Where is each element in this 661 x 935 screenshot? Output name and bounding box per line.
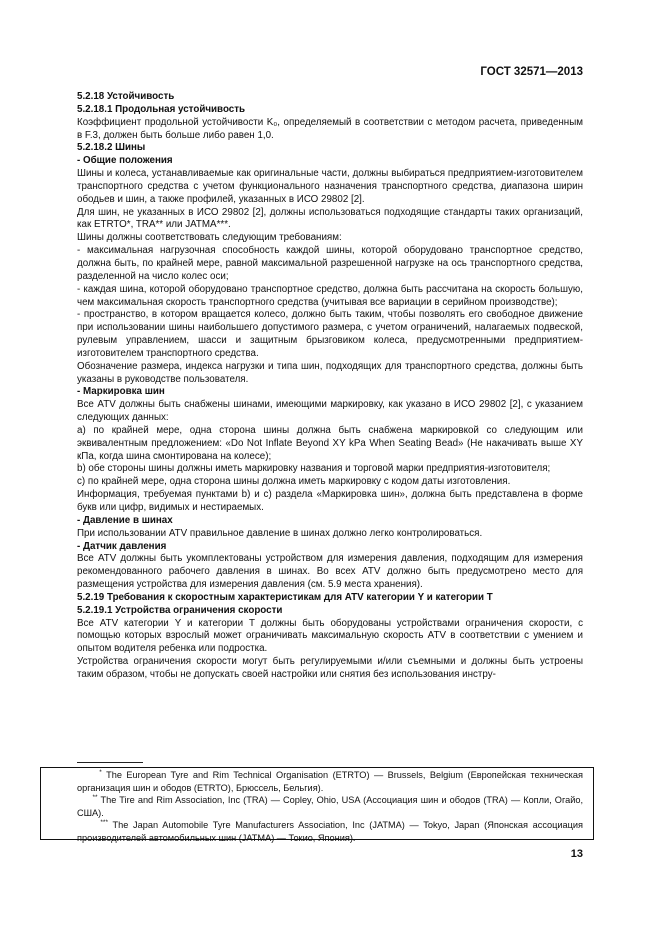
document-code: ГОСТ 32571—2013: [480, 66, 583, 78]
paragraph: Все ATV категории Y и категории T должны быть оборудованы устройствами ограничения скорости, с помощью которых взрослый может ограничивать максимальную скорость ATV в соответствии с умением и опытом водителя ребенка или подростка.: [77, 617, 583, 655]
footnote-text: The European Tyre and Rim Technical Organisation (ETRTO) — Brussels, Belgium (Европейская техническая организация шин и ободов (ETRTO), Брюссель, Бельгия).: [77, 770, 583, 793]
paragraph: - максимальная нагрузочная способность каждой шины, которой оборудовано транспортное средство, должна быть, по крайней мере, равной максимальной разрешенной нагрузке на ось транспортного средства, разделенной на число колес оси;: [77, 245, 583, 282]
section-heading: 5.2.19.1 Устройства ограничения скорости: [77, 604, 283, 616]
paragraph: Для шин, не указанных в ИСО 29802 [2], должны использоваться подходящие стандарты таких организаций, как ETRTO*, TRA** или JATMA***.: [77, 206, 583, 231]
footnote: [77, 819, 583, 844]
paragraph: - пространство, в котором вращается колесо, должно быть таким, чтобы позволять его свободное движение при использовании шины наибольшего допустимого размера, с учетом ограничений, налагаемых подвеской, рулевым управлением, шасси и защитным брызговиком колеса, предусмотренными предприятием-изготовителем транспортного средства.: [77, 309, 583, 359]
paragraph: Все ATV должны быть укомплектованы устройством для измерения давления, подходящим для измерения рекомендованного рабочего давления в шинах. Во всех ATV должно быть предусмотрено место для размещения устройства для измерения давления (см. 5.9 места хранения).: [77, 553, 583, 591]
section-heading: - Общие положения: [77, 155, 173, 167]
paragraph: - каждая шина, которой оборудовано транспортное средство, должна быть рассчитана на скорость большую, чем максимальная скорость транспортного средства (учитывая все вариации в серийном производстве);: [77, 283, 583, 308]
footnote-mark: **: [92, 794, 98, 802]
footnote-mark: ***: [100, 819, 108, 827]
paragraph: Информация, требуемая пунктами b) и c) раздела «Маркировка шин», должна быть представлена в форме букв или цифр, видимых и нестираемых.: [77, 489, 583, 513]
page-number: 13: [570, 848, 583, 860]
body-text: [77, 91, 583, 682]
section-heading: 5.2.19 Требования к скоростным характеристикам для ATV категории Y и категории T: [77, 591, 493, 603]
section-heading: 5.2.18 Устойчивость: [77, 91, 175, 102]
section-heading: - Датчик давления: [77, 540, 167, 552]
paragraph: a) по крайней мере, одна сторона шины должна быть снабжена маркировкой со следующим или эквивалентным предложением: «Do Not Inflate Beyond XY kPa When Seating Bead» (Не накачивать выше XY кПа, когда шина смонтирована на колесе);: [77, 424, 583, 462]
footnote-mark: *: [99, 769, 102, 776]
section-heading: 5.2.18.2 Шины: [77, 142, 146, 154]
footnote: [77, 769, 583, 794]
paragraph: Шины должны соответствовать следующим требованиям:: [77, 232, 342, 244]
section-heading: - Давление в шинах: [77, 514, 173, 526]
paragraph: Все ATV должны быть снабжены шинами, имеющими маркировку, как указано в ИСО 29802 [2], с указанием следующих данных:: [77, 399, 583, 424]
footnote-text: The Japan Automobile Tyre Manufacturers Association, Inc (JATMA) — Tokyo, Japan (Японская ассоциация производителей автомобильных шин (JATMA) — Токио, Япония).: [77, 820, 583, 843]
paragraph: Шины и колеса, устанавливаемые как оригинальные части, должны выбираться предприятием-изготовителем транспортного средства с учетом функционального назначения транспортного средства, диапазона ширин ободьев и шин, а также профилей, указанных в ИСО 29802 [2].: [77, 168, 583, 205]
paragraph: Коэффициент продольной устойчивости K₀, определяемый в соответствии с методом расчета, приведенным в F.3, должен быть больше либо равен 1,0.: [77, 116, 583, 141]
paragraph: Обозначение размера, индекса нагрузки и типа шин, подходящих для транспортного средства, должны быть указаны в руководстве пользователя.: [77, 360, 583, 385]
footnote: [77, 794, 583, 819]
section-heading: 5.2.18.1 Продольная устойчивость: [77, 103, 246, 115]
footnotes: [77, 769, 583, 845]
footnote-separator: [77, 762, 143, 763]
paragraph: При использовании ATV правильное давление в шинах должно легко контролироваться.: [77, 527, 483, 539]
section-heading: - Маркировка шин: [77, 386, 165, 398]
paragraph: b) обе стороны шины должны иметь маркировку названия и торговой марки предприятия-изготовителя;: [77, 463, 551, 475]
footnote-text: The Tire and Rim Association, Inc (TRA) — Copley, Ohio, USA (Ассоциация шин и ободов (TRA) — Копли, Огайо, США).: [77, 795, 584, 818]
paragraph: Устройства ограничения скорости могут быть регулируемыми и/или съемными и должны быть устроены таким образом, чтобы не допускать своей настройки или снятия без использования инстру-: [77, 656, 583, 680]
paragraph: c) по крайней мере, одна сторона шины должна иметь маркировку с кодом даты изготовления.: [77, 476, 511, 488]
